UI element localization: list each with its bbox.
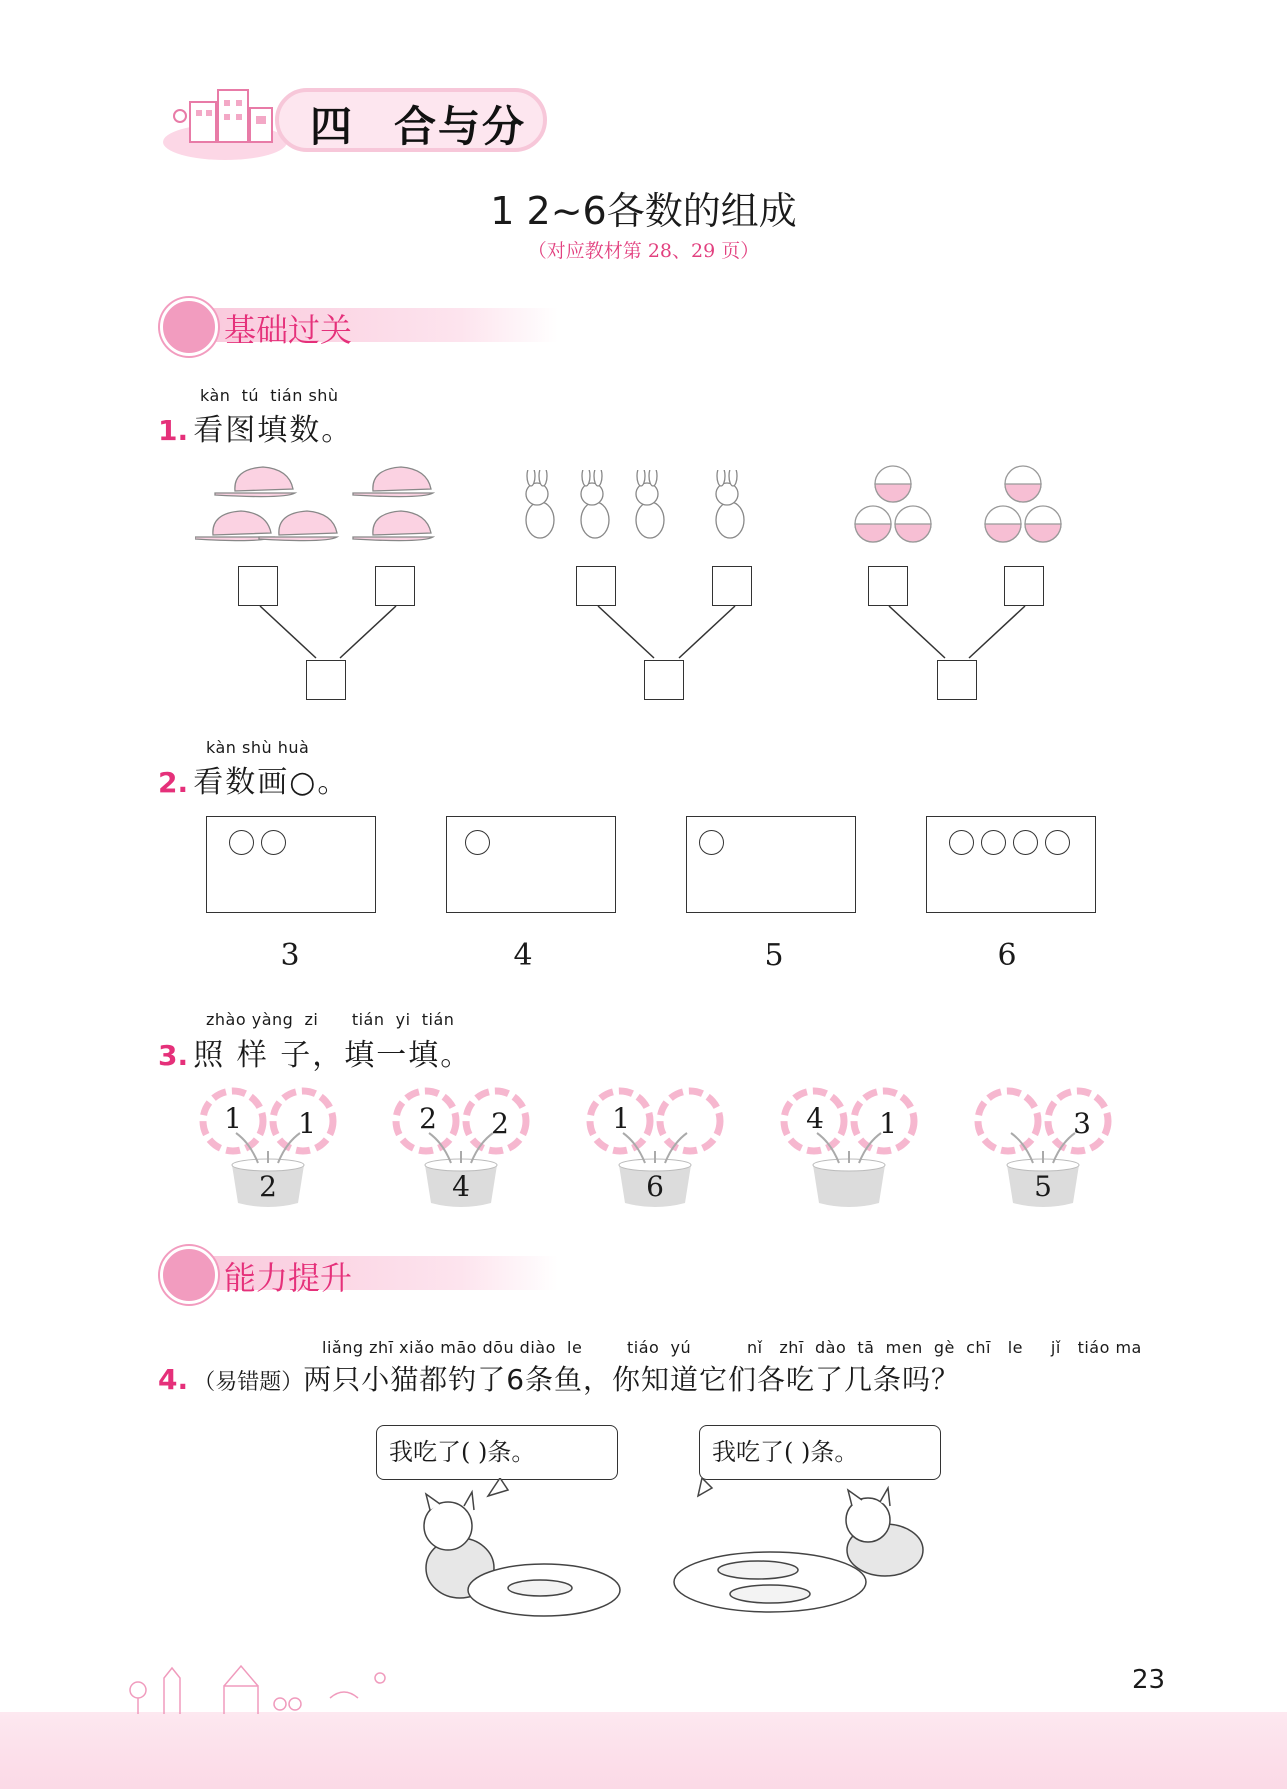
- chapter-number: 四: [310, 102, 355, 151]
- q1-answer-box[interactable]: [868, 566, 908, 606]
- pot-number: 2: [259, 1170, 277, 1203]
- section-advanced-label: 能力提升: [224, 1259, 353, 1297]
- q1-answer-box[interactable]: [238, 566, 278, 606]
- flower-left-number: 2: [419, 1102, 437, 1135]
- boy-avatar-icon: [160, 1246, 218, 1304]
- q3-text: 照 样 子，填一填。: [193, 1038, 473, 1073]
- speech-bubble-left[interactable]: 我吃了( )条。: [376, 1425, 618, 1480]
- q4-tag: （易错题）: [193, 1370, 304, 1395]
- lesson-title: 1 2~6各数的组成: [490, 189, 797, 233]
- speech-bubble-right[interactable]: 我吃了( )条。: [699, 1425, 941, 1480]
- page-number: 23: [1132, 1665, 1166, 1695]
- q2-box-number: 3: [280, 938, 300, 973]
- circle-shape: [1045, 830, 1070, 855]
- town-decoration-icon: [120, 1648, 420, 1718]
- chapter-name: 合与分: [394, 102, 527, 151]
- footer-band: [0, 1712, 1287, 1789]
- q4-heading: [158, 1358, 960, 1398]
- q3-number: 3.: [158, 1039, 189, 1072]
- q1-answer-box[interactable]: [644, 660, 684, 700]
- pot-number: 5: [1034, 1170, 1052, 1203]
- circle-shape: [981, 830, 1006, 855]
- q4-text: 两只小猫都钓了6条鱼，你知道它们各吃了几条吗？: [303, 1363, 961, 1396]
- q2-drawing-box[interactable]: [446, 816, 616, 913]
- lesson-subtitle: （对应教材第 28、29 页）: [527, 240, 760, 262]
- q2-pinyin: kàn shù huà: [206, 738, 310, 757]
- q4-pinyin: liǎng zhī xiǎo māo dōu diào le tiáo yú nǐ zhī dào tā men gè chī le jǐ tiáo ma: [322, 1338, 1142, 1357]
- caps-picture: [195, 455, 435, 545]
- q2-box-number: 6: [997, 938, 1017, 973]
- flower-left-number: 1: [612, 1102, 630, 1135]
- section-basic-label: 基础过关: [224, 311, 353, 349]
- q1-text: 看图填数。: [193, 413, 354, 448]
- circle-shape: [699, 830, 724, 855]
- q2-heading: [158, 757, 349, 801]
- flower-right-number: 2: [491, 1107, 509, 1140]
- section-basic: [160, 300, 570, 350]
- flower-right-number: 1: [298, 1107, 316, 1140]
- chapter-banner: [160, 82, 555, 162]
- q2-number: 2.: [158, 766, 189, 799]
- q1-heading: [158, 405, 353, 449]
- pot-number: 6: [646, 1170, 664, 1203]
- q2-box-number: 5: [764, 938, 784, 973]
- circle-shape: [1013, 830, 1038, 855]
- q1-answer-box[interactable]: [1004, 566, 1044, 606]
- girl-avatar-icon: [160, 298, 218, 356]
- q2-box-number: 4: [513, 938, 533, 973]
- chapter-title: [310, 94, 526, 154]
- cats-fish-picture: [380, 1478, 960, 1628]
- section-advanced: [160, 1248, 570, 1298]
- q1-answer-box[interactable]: [375, 566, 415, 606]
- flower-left-number: 1: [224, 1102, 242, 1135]
- pot-number: 4: [452, 1170, 470, 1203]
- flower-right-number: 1: [879, 1107, 897, 1140]
- flower-right-number: 3: [1073, 1107, 1091, 1140]
- q1-answer-box[interactable]: [712, 566, 752, 606]
- circle-shape: [465, 830, 490, 855]
- q1-answer-box[interactable]: [937, 660, 977, 700]
- q4-number: 4.: [158, 1363, 189, 1396]
- q1-number: 1.: [158, 414, 189, 447]
- circle-shape: [949, 830, 974, 855]
- building-icon: [160, 82, 290, 162]
- balls-picture: [845, 462, 1075, 552]
- q3-pinyin: zhào yàng zi tián yi tián: [206, 1010, 455, 1029]
- q2-drawing-box[interactable]: [206, 816, 376, 913]
- q2-drawing-box[interactable]: [686, 816, 856, 913]
- q1-pinyin: kàn tú tián shù: [200, 386, 339, 405]
- q1-answer-box[interactable]: [306, 660, 346, 700]
- flower-left-number: 4: [806, 1102, 824, 1135]
- rabbits-picture: [515, 470, 765, 550]
- q2-drawing-box[interactable]: [926, 816, 1096, 913]
- circle-shape: [261, 830, 286, 855]
- circle-shape: [229, 830, 254, 855]
- q1-answer-box[interactable]: [576, 566, 616, 606]
- q3-heading: [158, 1030, 472, 1074]
- q2-text: 看数画○。: [193, 765, 350, 800]
